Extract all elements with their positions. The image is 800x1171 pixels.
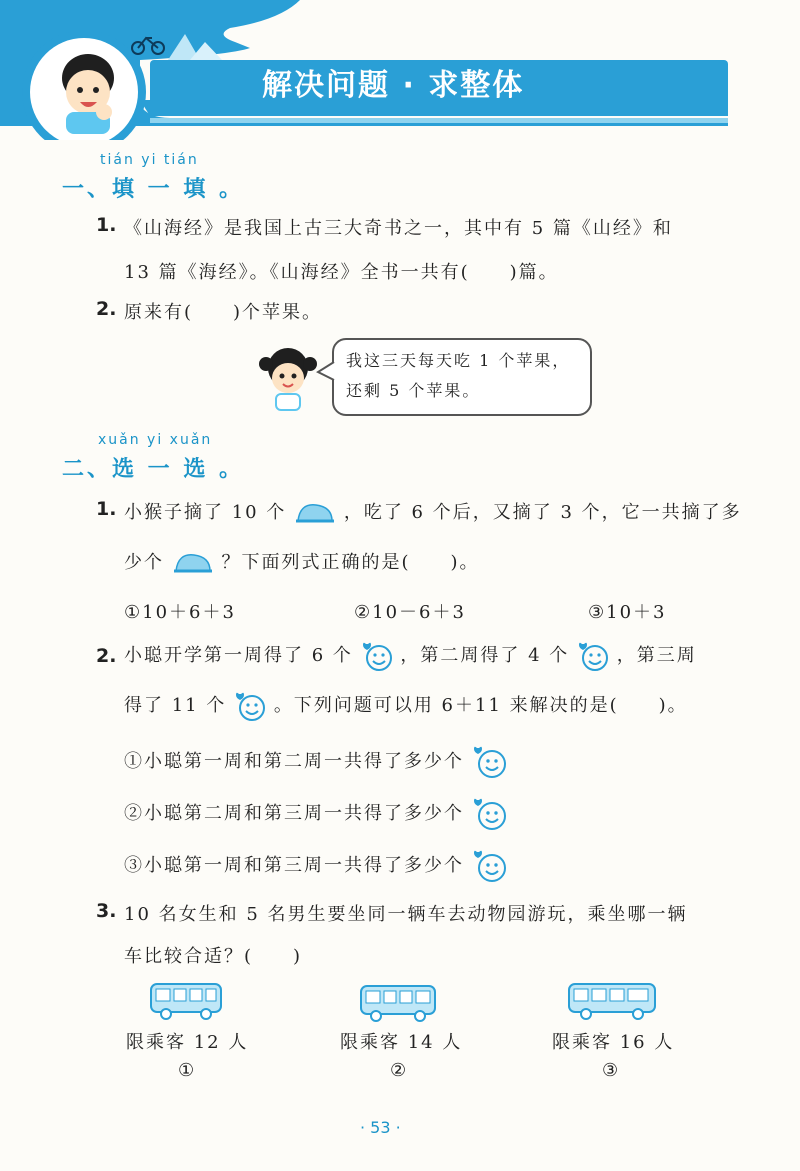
- smiley-heart-icon: [472, 744, 508, 780]
- s2-q1-line1: [124, 498, 742, 527]
- s1-q1-line1: 《山海经》是我国上古三大奇书之一，其中有 5 篇《山经》和: [124, 218, 673, 239]
- section2-pinyin: xuǎn yi xuǎn: [98, 432, 213, 448]
- s2-q2-text-a: 小聪开学第一周得了 6 个: [124, 645, 353, 666]
- bubble-line2: 还剩 5 个苹果。: [346, 381, 481, 400]
- s2-q1-option-3[interactable]: ③10＋3: [588, 602, 667, 623]
- section2-title: 二、选 一 选 。: [62, 457, 244, 482]
- s2-q1-text-d: ？下面列式正确的是( )。: [221, 552, 480, 573]
- s2-q2-line1: [124, 640, 697, 672]
- smiley-heart-icon: [472, 796, 508, 832]
- speech-bubble: [332, 338, 592, 416]
- smiley-heart-icon: [361, 640, 393, 672]
- s2-q1-text-b: ，吃了 6 个后，又摘了 3 个，它一共摘了多: [343, 502, 742, 523]
- s1-q2-number: 2.: [96, 298, 117, 320]
- bubble-tail: [316, 360, 336, 384]
- s2-q2-number: 2.: [96, 645, 117, 667]
- s2-q2-option-3[interactable]: [124, 848, 508, 884]
- s2-q3-line2: 车比较合适？( ): [124, 946, 303, 967]
- s1-q2-text: 原来有( )个苹果。: [124, 302, 323, 323]
- s2-q3-line1: 10 名女生和 5 名男生要坐同一辆车去动物园游玩，乘坐哪一辆: [124, 904, 688, 925]
- bus-icon: [566, 980, 660, 1022]
- smiley-heart-icon: [577, 640, 609, 672]
- section1-title: 一、填 一 填 。: [62, 177, 244, 202]
- bus-2-label: 限乘客 14 人: [340, 1032, 463, 1053]
- s2-q2-text-e: 。下列问题可以用 6＋11 来解决的是( )。: [273, 695, 688, 716]
- s2-q2-option-1-text: ①小聪第一周和第二周一共得了多少个: [124, 751, 464, 772]
- s2-q3-number: 3.: [96, 900, 117, 922]
- s1-q1-line2: 13 篇《海经》。《山海经》全书一共有( )篇。: [124, 262, 559, 283]
- bus-icon: [148, 980, 226, 1022]
- s2-q2-text-d: 得了 11 个: [124, 695, 227, 716]
- s2-q2-option-1[interactable]: [124, 744, 508, 780]
- s2-q1-number: 1.: [96, 498, 117, 520]
- s2-q2-option-2-text: ②小聪第二周和第三周一共得了多少个: [124, 803, 464, 824]
- s2-q2-text-b: ，第二周得了 4 个: [400, 645, 570, 666]
- smiley-heart-icon: [234, 690, 266, 722]
- s1-q1-number: 1.: [96, 214, 117, 236]
- bus-1-option[interactable]: ①: [178, 1060, 195, 1081]
- s2-q2-line2: [124, 690, 688, 722]
- s2-q2-text-c: ，第三周: [616, 645, 697, 666]
- section1-pinyin: tián yi tián: [100, 152, 199, 168]
- girl-avatar: [258, 346, 318, 412]
- s2-q2-option-2[interactable]: [124, 796, 508, 832]
- s2-q1-option-1[interactable]: ①10＋6＋3: [124, 602, 236, 623]
- page-number: · 53 ·: [360, 1118, 401, 1137]
- s2-q1-text-a: 小猴子摘了 10 个: [124, 502, 287, 523]
- page-title: 解决问题 · 求整体: [262, 68, 525, 103]
- smiley-heart-icon: [472, 848, 508, 884]
- bus-icon: [358, 982, 440, 1024]
- s2-q2-option-3-text: ③小聪第一周和第三周一共得了多少个: [124, 855, 464, 876]
- s2-q1-option-2[interactable]: ②10－6＋3: [354, 602, 466, 623]
- s2-q1-text-c: 少个: [124, 552, 164, 573]
- bus-1-label: 限乘客 12 人: [126, 1032, 249, 1053]
- peach-icon: [294, 499, 336, 527]
- s2-q1-line2: [124, 548, 480, 577]
- bus-2-option[interactable]: ②: [390, 1060, 407, 1081]
- bubble-line1: 我这三天每天吃 1 个苹果，: [346, 351, 571, 370]
- bus-3-option[interactable]: ③: [602, 1060, 619, 1081]
- peach-icon: [172, 549, 214, 577]
- bus-3-label: 限乘客 16 人: [552, 1032, 675, 1053]
